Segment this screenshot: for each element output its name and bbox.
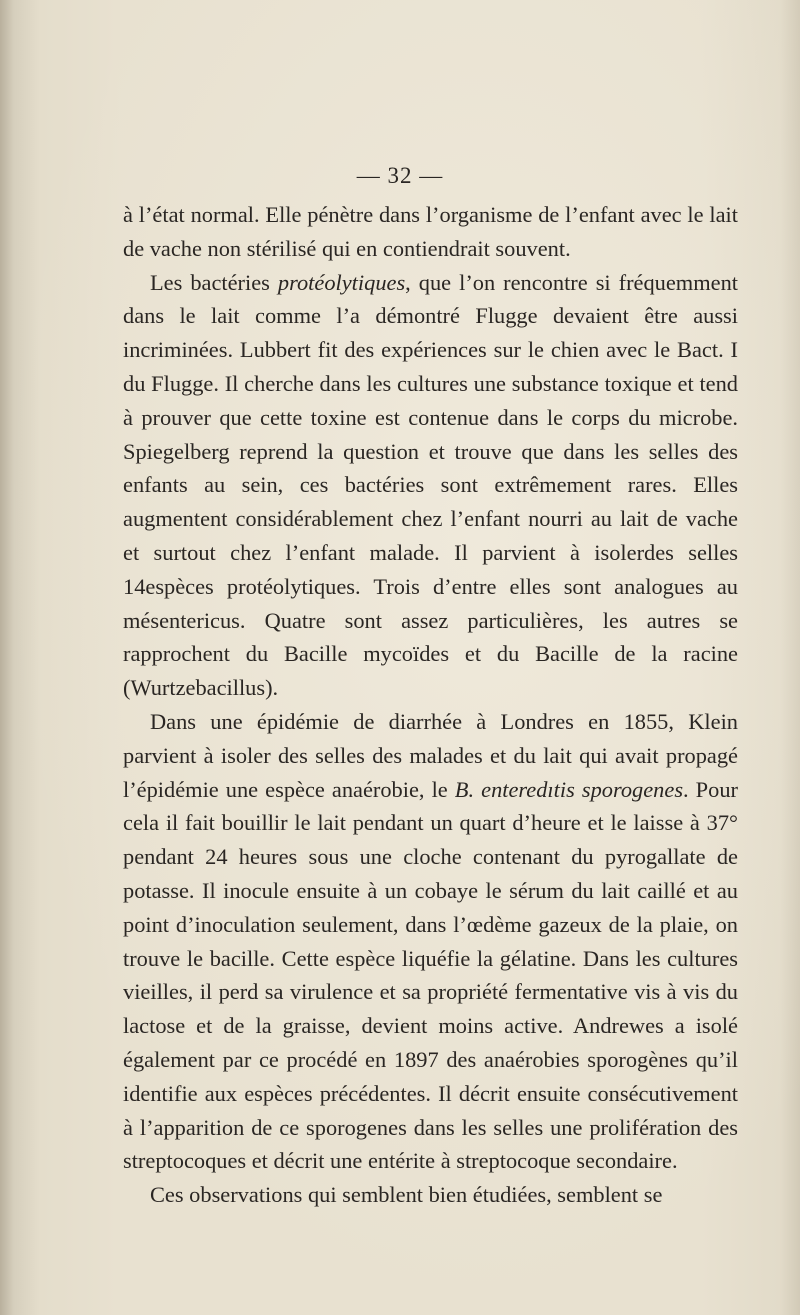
- text-run: Les bactéries: [150, 269, 278, 295]
- paragraph: [123, 705, 738, 1178]
- page-number: — 32 —: [356, 163, 444, 188]
- text-run: . Pour cela il fait bouillir le lait pendant un quart d’heure et le laisse à 37° pendant 24 heures sous une cloche contenant du pyrogallate de potasse. Il inocule ensuite à un cobaye le sérum du lait caillé et au point d’inoculation seulement, dans l’œdème gazeux de la plaie, on trouve le bacille. Cette espèce liquéfie la gélatine. Dans les cultures vieilles, il perd sa virulence et sa propriété fermentative vis à vis du lactose et de la graisse, devient moins active. Andrewes a isolé également par ce procédé en 1897 des anaérobies sporogènes qu’il identifie aux espèces précédentes. Il décrit ensuite consécutivement à l’apparition de ce sporogenes dans les selles une prolifération des streptocoques et décrit une entérite à streptocoque secondaire.: [123, 776, 738, 1174]
- body-text: [123, 198, 738, 1212]
- text-run: , que l’on rencontre si fréquemment dans le lait comme l’a démontré Flugge devaient être aussi incriminées. Lubbert fit des expériences sur le chien avec le Bact. I du Flugge. Il cherche dans les cultures une substance toxique et tend à prouver que cette toxine est contenue dans le corps du microbe. Spiegelberg reprend la question et trouve que dans les selles des enfants au sein, ces bactéries sont extrêmement rares. Elles augmentent considérablement chez l’enfant nourri au lait de vache et surtout chez l’enfant malade. Il parvient à isolerdes selles 14espèces protéolytiques. Trois d’entre elles sont analogues au mésentericus. Quatre sont assez particulières, les autres se rapprochent du Bacille mycoïdes et du Bacille de la racine (Wurtzebacillus).: [123, 269, 738, 701]
- paragraph: [123, 198, 738, 266]
- text-run: Dans une épidémie de diarrhée à Londres en 1855, Klein parvient à isoler des selles des malades et du lait qui avait propagé l’épidémie une espèce anaérobie, le: [123, 708, 738, 802]
- text-run: à l’état normal. Elle pénètre dans l’organisme de l’enfant avec le lait de vache non stérilisé qui en contiendrait souvent.: [123, 202, 738, 261]
- paragraph: [123, 266, 738, 705]
- paragraph: [123, 1178, 738, 1212]
- italic-term: B. enteredıtis sporogenes: [454, 776, 684, 802]
- italic-term: protéolytiques: [277, 269, 406, 295]
- text-run: Ces observations qui semblent bien étudiées, semblent se: [150, 1182, 663, 1208]
